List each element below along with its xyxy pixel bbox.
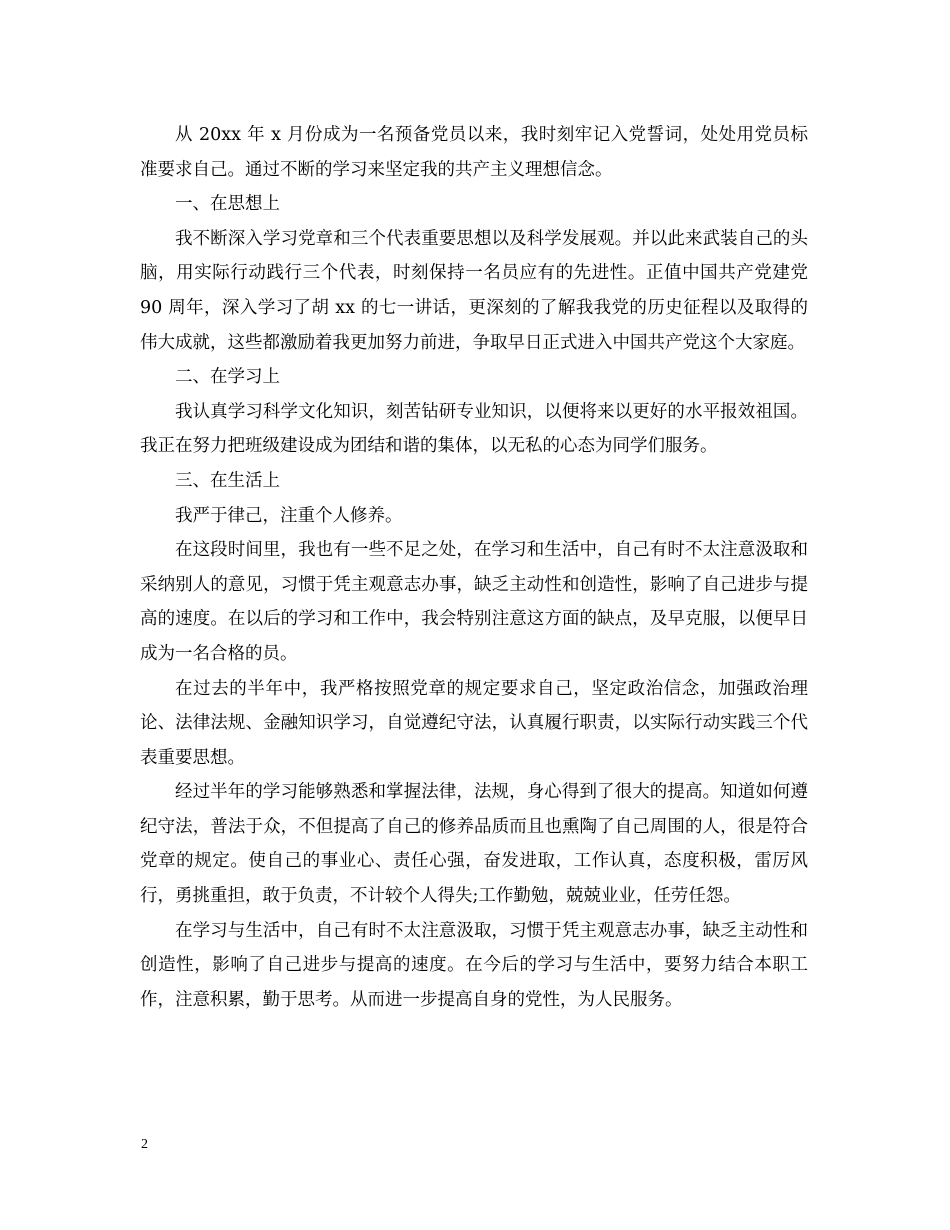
section-heading-study: 二、在学习上	[175, 367, 280, 388]
document-body	[140, 118, 808, 1017]
shortcomings-paragraph: 在这段时间里，我也有一些不足之处，在学习和生活中，自己有时不太注意汲取和采纳别人的意见，习惯于凭主观意志办事，缺乏主动性和创造性，影响了自己进步与提高的速度。在以后的学习和工作中，我会特别注意这方面的缺点，及早克服，以便早日成为一名合格的员。	[140, 540, 808, 664]
life-paragraph: 我严于律己，注重个人修养。	[175, 505, 403, 526]
section-heading-life: 三、在生活上	[175, 470, 280, 491]
closing-paragraph: 在学习与生活中，自己有时不太注意汲取，习惯于凭主观意志办事，缺乏主动性和创造性，影响了自己进步与提高的速度。在今后的学习与生活中，要努力结合本职工作，注意积累，勤于思考。从而进一步提高自身的党性，为人民服务。	[140, 920, 808, 1010]
page-number: 2	[141, 1137, 148, 1152]
past-half-year-paragraph: 在过去的半年中，我严格按照党章的规定要求自己，坚定政治信念，加强政治理论、法律法规、金融知识学习，自觉遵纪守法，认真履行职责，以实际行动实践三个代表重要思想。	[140, 678, 808, 768]
study-paragraph: 我认真学习科学文化知识，刻苦钻研专业知识，以便将来以更好的水平报效祖国。我正在努力把班级建设成为团结和谐的集体，以无私的心态为同学们服务。	[140, 401, 808, 457]
section-heading-thought: 一、在思想上	[175, 194, 280, 215]
intro-paragraph: 从 20xx 年 x 月份成为一名预备党员以来，我时刻牢记入党誓词，处处用党员标准要求自己。通过不断的学习来坚定我的共产主义理想信念。	[140, 125, 808, 180]
thought-paragraph: 我不断深入学习党章和三个代表重要思想以及科学发展观。并以此来武装自己的头脑，用实际行动践行三个代表，时刻保持一名员应有的先进性。正值中国共产党建党 90 周年，深入学习了胡 xx 的七一讲话，更深刻的了解我我党的历史征程以及取得的伟大成就，这些都激励着我更加努力前进，争取早日正式进入中国共产党这个大家庭。	[140, 228, 808, 353]
law-study-paragraph: 经过半年的学习能够熟悉和掌握法律，法规，身心得到了很大的提高。知道如何遵纪守法，普法于众，不但提高了自己的修养品质而且也熏陶了自己周围的人，很是符合党章的规定。使自己的事业心、责任心强，奋发进取，工作认真，态度积极，雷厉风行，勇挑重担，敢于负责，不计较个人得失;工作勤勉，兢兢业业，任劳任怨。	[140, 782, 808, 907]
